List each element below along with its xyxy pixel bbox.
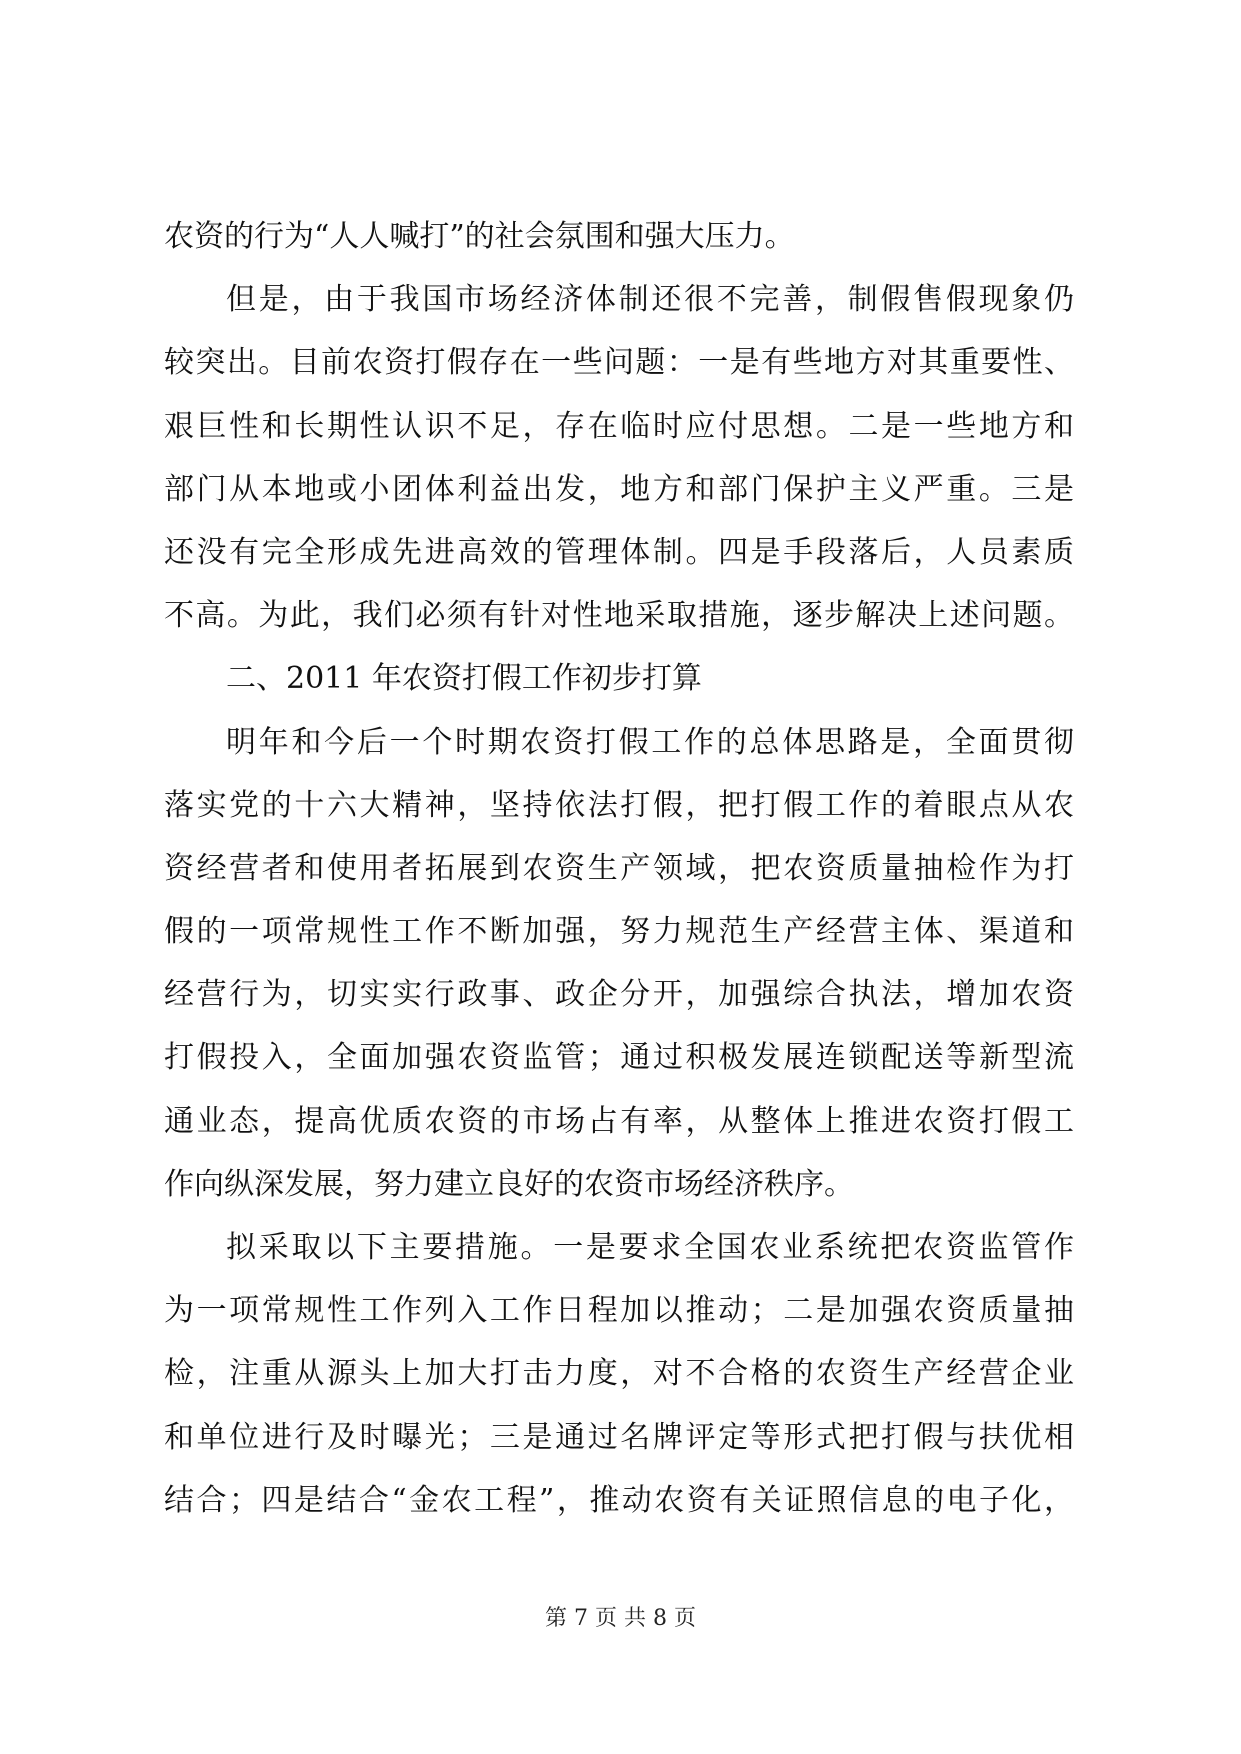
paragraph-line: 拟采取以下主要措施。一是要求全国农业系统把农资监管作 bbox=[226, 1230, 1074, 1265]
paragraph-line: 检，注重从源头上加大打击力度，对不合格的农资生产经营企业 bbox=[164, 1356, 1074, 1392]
paragraph-line: 但是，由于我国市场经济体制还很不完善，制假售假现象仍 bbox=[226, 282, 1074, 318]
paragraph-line: 明年和今后一个时期农资打假工作的总体思路是，全面贯彻 bbox=[226, 724, 1074, 760]
paragraph-line: 不高。为此，我们必须有针对性地采取措施，逐步解决上述问题。 bbox=[164, 598, 1074, 634]
paragraph-line: 假的一项常规性工作不断加强，努力规范生产经营主体、渠道和 bbox=[164, 914, 1074, 950]
paragraph-line: 打假投入，全面加强农资监管；通过积极发展连锁配送等新型流 bbox=[164, 1040, 1074, 1076]
paragraph-line: 还没有完全形成先进高效的管理体制。四是手段落后，人员素质 bbox=[164, 534, 1074, 570]
paragraph-line: 农资的行为“人人喊打”的社会氛围和强大压力。 bbox=[164, 219, 795, 254]
paragraph-line: 为一项常规性工作列入工作日程加以推动；二是加强农资质量抽 bbox=[164, 1293, 1074, 1329]
paragraph-line: 经营行为，切实实行政事、政企分开，加强综合执法，增加农资 bbox=[164, 977, 1074, 1013]
paragraph-line: 资经营者和使用者拓展到农资生产领域，把农资质量抽检作为打 bbox=[164, 850, 1074, 886]
paragraph-line: 部门从本地或小团体利益出发，地方和部门保护主义严重。三是 bbox=[164, 471, 1074, 507]
paragraph-line: 较突出。目前农资打假存在一些问题：一是有些地方对其重要性、 bbox=[164, 345, 1074, 381]
paragraph-line: 艰巨性和长期性认识不足，存在临时应付思想。二是一些地方和 bbox=[164, 408, 1074, 444]
paragraph-line: 通业态，提高优质农资的市场占有率，从整体上推进农资打假工 bbox=[164, 1103, 1074, 1139]
paragraph-line: 落实党的十六大精神，坚持依法打假，把打假工作的着眼点从农 bbox=[164, 787, 1074, 823]
paragraph-line: 和单位进行及时曝光；三是通过名牌评定等形式把打假与扶优相 bbox=[164, 1419, 1074, 1455]
section-heading: 二、2011 年农资打假工作初步打算 bbox=[226, 661, 702, 697]
document-body bbox=[164, 205, 1074, 1532]
paragraph-line: 结合；四是结合“金农工程”，推动农资有关证照信息的电子化， bbox=[164, 1482, 1074, 1518]
page-number-footer: 第 7 页 共 8 页 bbox=[545, 1606, 696, 1631]
paragraph-line: 作向纵深发展，努力建立良好的农资市场经济秩序。 bbox=[164, 1166, 854, 1202]
